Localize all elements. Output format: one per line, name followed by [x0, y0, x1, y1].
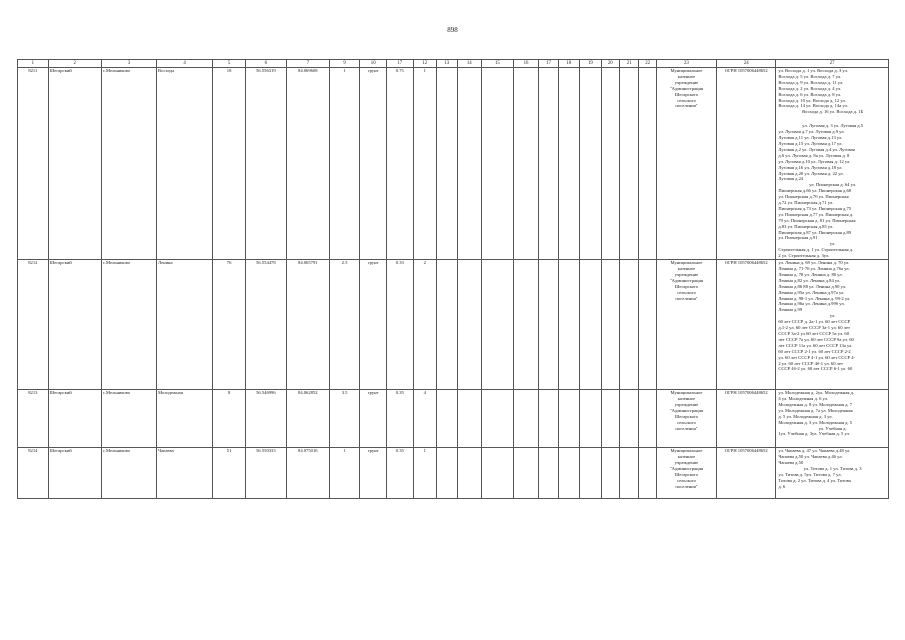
header-cell: 6	[245, 60, 286, 68]
address-line: д.72 ул. Пионерская д.71 ул.	[778, 200, 834, 206]
address-line: Молодежная д. 3 ул. Молодежная д. 5	[778, 419, 853, 425]
organization-line: поселения"	[675, 425, 698, 431]
header-cell: 9	[329, 60, 360, 68]
table-row	[18, 260, 889, 390]
address-line: Пионерская д.73 ул. Пионерская д.75	[778, 205, 852, 211]
organization-line: "Администрация	[669, 407, 704, 413]
header-cell: 24	[717, 60, 776, 68]
value-cell: 1	[329, 68, 360, 260]
value-cell: 0.33	[386, 260, 413, 390]
empty-cell	[482, 260, 514, 390]
address-line: Луговая д.24	[778, 176, 804, 182]
address-line: Ленина д.99	[778, 307, 803, 313]
ogrn-cell: ОГРН 1057006448652	[717, 448, 776, 499]
address-line: ул. Учебная д.	[818, 425, 847, 431]
organization-line: Муниципальное	[670, 68, 703, 73]
address-list-cell	[776, 390, 889, 448]
address-line: Титова д. 2 ул. Титова д. 4 ул. Титова	[778, 477, 851, 483]
longitude-cell: 84.062852	[286, 390, 329, 448]
settlement-cell: с.Мельниково	[101, 260, 156, 390]
surface-cell: грунт	[360, 260, 387, 390]
address-line: д.6 ул. Луговая д. 8а ул. Луговая д. 8	[778, 152, 850, 158]
address-line: СССР 4б-2 ул. 60 лет СССР 6-1 ул. 60	[778, 366, 853, 372]
address-line: 79 ул. Пионерская д. 81 ул. Пионерская	[778, 217, 856, 223]
organization-cell	[656, 448, 716, 499]
value-cell: 1	[329, 448, 360, 499]
header-cell: 17	[539, 60, 558, 68]
table-row	[18, 68, 889, 260]
address-line: 4 ул. Молодежная д. 6 ул.	[778, 396, 829, 401]
table-row	[18, 390, 889, 448]
address-line: ул. Восхода д. 1 ул. Восхода д. 3 ул.	[778, 68, 848, 73]
empty-cell	[437, 390, 457, 448]
empty-cell	[558, 68, 579, 260]
organization-line: Шегарского	[674, 471, 699, 477]
value-cell: 18	[213, 68, 246, 260]
empty-cell	[639, 390, 656, 448]
ogrn-cell: ОГРН 1057006448652	[717, 260, 776, 390]
value-cell: 0.35	[386, 390, 413, 448]
organization-line: Муниципальное	[670, 260, 703, 266]
value-cell: 0.75	[386, 68, 413, 260]
latitude-cell: 56.550333	[245, 448, 286, 499]
empty-cell	[539, 260, 558, 390]
organization-line: Муниципальное	[670, 390, 703, 396]
header-cell: 15	[482, 60, 514, 68]
header-cell: 13	[437, 60, 457, 68]
organization-cell	[656, 68, 716, 260]
address-line: Ленина д.96а ул. Ленина д.99б ул.	[778, 301, 845, 307]
surface-cell: грунт	[360, 448, 387, 499]
organization-line: сельского	[676, 97, 696, 103]
header-cell: 19	[580, 60, 601, 68]
street-cell: Восхода	[157, 68, 213, 260]
address-line: ул. Молодежная д. 2ул. Молодежная д.	[778, 390, 855, 396]
address-line: Пионерская д.87 ул. Пионерская д.89	[778, 229, 852, 235]
empty-cell	[513, 68, 539, 260]
address-line: ул. Титова д. 5ул. Титова д. 7 ул.	[778, 471, 842, 477]
empty-cell	[601, 390, 619, 448]
address-line: Восхода д. 6 ул. Восхода д. 8 ул.	[778, 91, 842, 97]
organization-line: поселения"	[675, 483, 698, 489]
empty-cell	[580, 68, 601, 260]
ogrn-cell: ОГРН 1057006448652	[717, 390, 776, 448]
value-cell: 76	[213, 260, 246, 390]
organization-line: казенное	[677, 396, 696, 401]
empty-cell	[619, 68, 638, 260]
address-line: 2 ул. Строительная д. 3ул.	[778, 253, 830, 259]
address-line: Строительная д. 1 ул. Строительная д.	[778, 247, 854, 253]
address-line: ул. Ленина д. 69 ул. Ленина д. 70 ул.	[778, 260, 850, 266]
district-cell: Шегарский	[48, 260, 101, 390]
empty-cell	[513, 448, 539, 499]
empty-cell	[457, 448, 482, 499]
settlement-cell: с.Мельниково	[101, 448, 156, 499]
address-line: Пионерская д.66 ул. Пионерская д.68	[778, 188, 852, 194]
latitude-cell: 56.546996	[245, 390, 286, 448]
empty-cell	[539, 68, 558, 260]
address-line: ул. Пионерская д. 64 ул.	[809, 182, 857, 188]
header-cell: 20	[601, 60, 619, 68]
longitude-cell: 84.075016	[286, 448, 329, 499]
address-line: Луговая д.15 ул. Луговая д.17 ул.	[778, 140, 843, 146]
header-cell: 10	[360, 60, 387, 68]
address-line: д. 5 ул. Молодежная д. 3 ул.	[778, 413, 833, 419]
registry-table	[17, 59, 889, 499]
address-line: Чапаева д.50	[778, 459, 804, 465]
header-cell: 23	[656, 60, 716, 68]
address-line: ул. Молодежная д. 7а ул. Молодежная	[778, 407, 853, 413]
header-cell: 21	[619, 60, 638, 68]
address-line: ул. Луговая д. 3 ул. Луговая д.5	[802, 123, 864, 129]
organization-line: учреждение	[674, 401, 699, 407]
address-line: ул. 60 лет СССР 4-1 ул. 60 лет СССР 4-	[778, 354, 856, 360]
value-cell: 1	[413, 68, 437, 260]
address-line: лет СССР 7а ул. 60 лет СССР 9а ул. 60	[778, 336, 854, 342]
value-cell: 1	[413, 448, 437, 499]
empty-cell	[482, 68, 514, 260]
address-line: Ленина д.86 88 ул. Ленина д.90 ул.	[778, 283, 847, 289]
empty-cell	[457, 390, 482, 448]
empty-cell	[558, 448, 579, 499]
organization-line: казенное	[677, 454, 696, 459]
settlement-cell: с.Мельниково	[101, 68, 156, 260]
latitude-cell: 56.554478	[245, 260, 286, 390]
header-cell: 2	[48, 60, 101, 68]
value-cell: 0.35	[386, 448, 413, 499]
header-cell: 16	[513, 60, 539, 68]
organization-line: сельского	[676, 419, 696, 425]
address-line: ул.	[829, 241, 836, 247]
value-cell: 8	[213, 390, 246, 448]
organization-line: Шегарского	[674, 283, 699, 289]
header-row	[18, 60, 889, 68]
empty-cell	[639, 448, 656, 499]
empty-cell	[482, 390, 514, 448]
street-cell: Чапаева	[157, 448, 213, 499]
organization-line: сельского	[676, 477, 696, 483]
organization-line: Шегарского	[674, 91, 699, 97]
organization-line: казенное	[677, 266, 696, 271]
empty-cell	[619, 260, 638, 390]
empty-cell	[601, 448, 619, 499]
surface-cell: грунт	[360, 390, 387, 448]
header-cell: 7	[286, 60, 329, 68]
address-line: ул. Луговая д.10 ул. Луговая д. 12 ул.	[778, 158, 851, 164]
header-cell: 18	[558, 60, 579, 68]
organization-line: учреждение	[674, 79, 699, 85]
address-line: Восхода д. 14 ул. Восхода д. 14а ул.	[778, 103, 848, 109]
empty-cell	[639, 68, 656, 260]
address-line: ул. Чапаева д. 47 ул. Чапаева д.48 ул.	[778, 448, 851, 454]
address-line: 60 лет СССР 2-1 ул. 60 лет СССР 2-2	[778, 348, 851, 354]
settlement-cell: с.Мельниково	[101, 390, 156, 448]
value-cell: 3.5	[329, 390, 360, 448]
empty-cell	[580, 260, 601, 390]
latitude-cell: 56.556319	[245, 68, 286, 260]
address-line: 2 ул. 60 лет СССР 4б-1 ул. 60 лет	[778, 360, 844, 366]
address-list-cell	[776, 448, 889, 499]
header-cell: 27	[776, 60, 889, 68]
empty-cell	[437, 260, 457, 390]
address-line: СССР 3а-2 ул 60 лет СССР 5а ул. 60	[778, 330, 850, 336]
page-number: 898	[447, 26, 458, 34]
address-line: ул. Луговая д.7 ул. Луговая д.9 ул.	[778, 129, 845, 135]
organization-line: Шегарского	[674, 413, 699, 419]
address-line	[778, 115, 887, 123]
organization-line: казенное	[677, 73, 696, 79]
empty-cell	[457, 68, 482, 260]
longitude-cell: 84.065791	[286, 260, 329, 390]
row-id: 8211	[18, 68, 49, 260]
address-line: Чапаева д.50 ул. Чапаева д.46 ул.	[778, 454, 843, 459]
header-cell: 1	[18, 60, 49, 68]
organization-cell	[656, 390, 716, 448]
address-line: Восхода д. 16 ул. Восхода д. 1Б	[802, 109, 864, 115]
table-row	[18, 448, 889, 499]
district-cell: Шегарский	[48, 448, 101, 499]
empty-cell	[601, 260, 619, 390]
district-cell: Шегарский	[48, 390, 101, 448]
value-cell: 51	[213, 448, 246, 499]
address-line: Ленина д. 98-1 ул. Ленина д. 99-2 ул.	[778, 295, 851, 301]
empty-cell	[558, 260, 579, 390]
street-cell: Ленина	[157, 260, 213, 390]
address-line: д. 6	[778, 483, 786, 489]
empty-cell	[539, 390, 558, 448]
address-line: 60 лет СССР д. 2а-1 ул. 60 лет СССР	[778, 319, 851, 325]
address-line: Восхода д. 9 ул. Восхода д. 11 ул.	[778, 79, 844, 85]
ogrn-cell: ОГРН 1057006448652	[717, 68, 776, 260]
value-cell: 2	[413, 260, 437, 390]
empty-cell	[601, 68, 619, 260]
address-line: Восхода д. 10 ул. Восхода д. 12 ул.	[778, 97, 846, 103]
address-line: Луговая д.20 ул. Луговая д. 22 ул.	[778, 170, 844, 176]
empty-cell	[482, 448, 514, 499]
row-id: 8212	[18, 260, 49, 390]
organization-line: учреждение	[674, 459, 699, 465]
value-cell: 2.5	[329, 260, 360, 390]
organization-line: сельского	[676, 289, 696, 295]
organization-cell	[656, 260, 716, 390]
address-line: лет СССР 11а ул. 60 лет СССР 13а ул.	[778, 342, 853, 348]
surface-cell: грунт	[360, 68, 387, 260]
organization-line: поселения"	[675, 295, 698, 301]
address-line: Молодежная д. 8 ул. Молодежная д. 7	[778, 401, 853, 407]
header-cell: 22	[639, 60, 656, 68]
organization-line: "Администрация	[669, 465, 704, 471]
header-cell: 4	[157, 60, 213, 68]
empty-cell	[639, 260, 656, 390]
district-cell: Шегарский	[48, 68, 101, 260]
value-cell: 4	[413, 390, 437, 448]
organization-line: Муниципальное	[670, 448, 703, 454]
address-line: Восхода д. 5 ул. Восхода д. 7 ул.	[778, 73, 842, 79]
address-line: Ленина д. 71-76 ул. Ленина д.76а ул.	[778, 266, 850, 271]
header-cell: 12	[413, 60, 437, 68]
address-list-cell	[776, 68, 889, 260]
header-cell: 17	[386, 60, 413, 68]
organization-line: учреждение	[674, 271, 699, 277]
empty-cell	[513, 390, 539, 448]
address-list-cell	[776, 260, 889, 390]
address-line: Ленина д.95а ул. Ленина д.97а ул.	[778, 289, 845, 295]
street-cell: Молодежная	[157, 390, 213, 448]
empty-cell	[619, 390, 638, 448]
empty-cell	[619, 448, 638, 499]
organization-line: "Администрация	[669, 277, 704, 283]
empty-cell	[558, 390, 579, 448]
organization-line: поселения"	[675, 103, 698, 109]
address-line: 1ул. Учебная д. 3ул. Учебная д. 5 ул.	[778, 431, 850, 437]
address-line: ул. Пионерская д.91	[778, 235, 818, 241]
address-line: ул.	[829, 313, 836, 319]
address-line: Ленина д.82 ул. Ленина д.84 ул.	[778, 277, 841, 283]
empty-cell	[457, 260, 482, 390]
empty-cell	[513, 260, 539, 390]
address-line: д.1-2 ул. 60 лет СССР 3а-1 ул. 60 лет	[778, 325, 851, 331]
organization-line: "Администрация	[669, 85, 704, 91]
empty-cell	[437, 68, 457, 260]
address-line: ул. Пионерская д.77 ул. Пионерская д.	[778, 211, 854, 217]
address-line: ул. Пионерская д.70 ул. Пионерская	[778, 194, 849, 200]
address-line: ул. Титова д. 1 ул. Титова д. 3	[803, 465, 862, 471]
address-line: Луговая д.11 ул. Луговая д.13 ул.	[778, 135, 843, 141]
address-line: д.83 ул. Пионерская д.85 ул.	[778, 223, 834, 229]
empty-cell	[437, 448, 457, 499]
row-id: 8214	[18, 448, 49, 499]
address-line: Ленина д. 78 ул. Ленина д. 80 ул.	[778, 271, 843, 277]
longitude-cell: 84.069608	[286, 68, 329, 260]
empty-cell	[580, 390, 601, 448]
header-cell: 5	[213, 60, 246, 68]
address-line: Восхода д. 2 ул. Восхода д. 4 ул.	[778, 85, 842, 91]
header-cell: 3	[101, 60, 156, 68]
empty-cell	[539, 448, 558, 499]
row-id: 8213	[18, 390, 49, 448]
address-line: Луговая д.2 ул. Луговая д.4 ул. Луговая	[778, 146, 855, 152]
empty-cell	[580, 448, 601, 499]
address-line: Луговая д.16 ул. Луговая д.18 ул.	[778, 164, 843, 170]
header-cell: 14	[457, 60, 482, 68]
